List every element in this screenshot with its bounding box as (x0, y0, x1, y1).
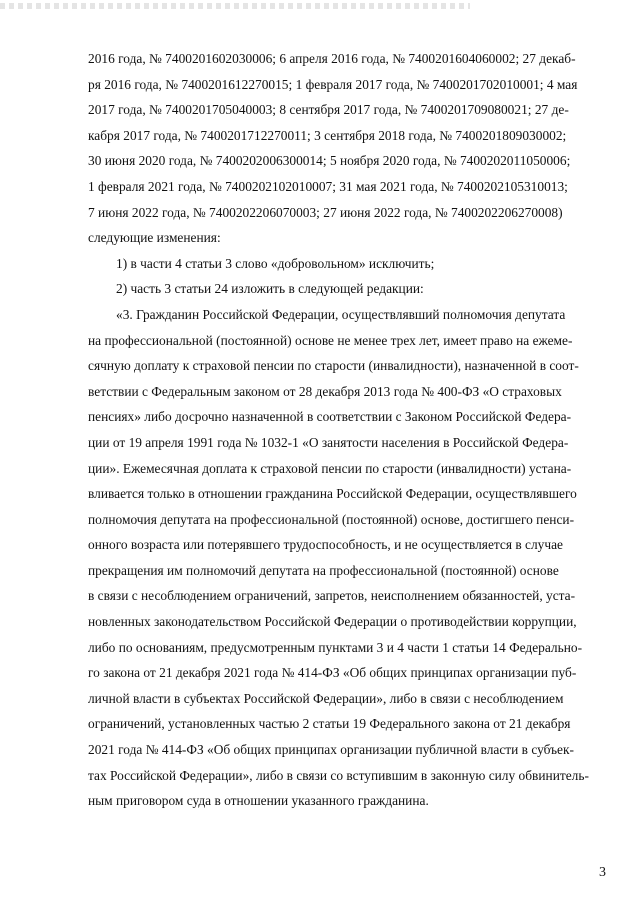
text-line: ря 2016 года, № 7400201612270015; 1 февраля 2017 года, № 7400201702010001; 4 мая (88, 76, 578, 92)
text-line: тах Российской Федерации», либо в связи со вступившим в законную силу обвинитель- (88, 767, 589, 783)
text-line: ограничений, установленных частью 2 статьи 19 Федерального закона от 21 декабря (88, 716, 571, 732)
text-line: 2017 года, № 7400201705040003; 8 сентября 2017 года, № 7400201709080021; 27 де- (88, 102, 569, 118)
text-line: «3. Гражданин Российской Федерации, осуществлявший полномочия депутата (116, 306, 566, 322)
text-line: ции». Ежемесячная доплата к страховой пенсии по старости (инвалидности) устана- (88, 460, 572, 476)
text-line: новленных законодательством Российской Федерации о противодействии коррупции, (88, 614, 577, 630)
text-line: кабря 2017 года, № 7400201712270011; 3 сентября 2018 года, № 7400201809030002; (88, 127, 567, 143)
text-line: 2016 года, № 7400201602030006; 6 апреля 2016 года, № 7400201604060002; 27 декаб- (88, 51, 576, 66)
text-line: на профессиональной (постоянной) основе не менее трех лет, имеет право на ежеме- (88, 332, 573, 348)
text-line: 2) часть 3 статьи 24 изложить в следующей редакции: (116, 281, 424, 297)
text-line: в связи с несоблюдением ограничений, запретов, неисполнением обязанностей, уста- (88, 588, 576, 604)
text-line: ветствии с Федеральным законом от 28 декабря 2013 года № 400-ФЗ «О страховых (88, 383, 562, 399)
text-line: 30 июня 2020 года, № 7400202006300014; 5 ноября 2020 года, № 7400202011050006; (88, 153, 571, 169)
text-line: прекращения им полномочий депутата на профессиональной (постоянной) основе (88, 562, 559, 578)
text-line: 1) в части 4 статьи 3 слово «добровольном» исключить; (116, 255, 435, 271)
text-line: либо по основаниям, предусмотренным пунктами 3 и 4 части 1 статьи 14 Федерально- (88, 639, 583, 655)
text-line: го закона от 21 декабря 2021 года № 414-ФЗ «Об общих принципах организации пуб- (88, 665, 577, 681)
text-line: 7 июня 2022 года, № 7400202206070003; 27 июня 2022 года, № 7400202206270008) (88, 204, 563, 220)
scan-artifact (0, 3, 470, 9)
text-line: онного возраста или потерявшего трудоспособность, и не осуществляется в случае (88, 537, 563, 553)
text-line: вливается только в отношении гражданина Российской Федерации, осуществлявшего (88, 486, 577, 502)
text-line: ции от 19 апреля 1991 года № 1032-1 «О занятости населения в Российской Федера- (88, 434, 569, 450)
text-line: ным приговором суда в отношении указанного гражданина. (88, 793, 429, 809)
text-line: личной власти в субъектах Российской Федерации», либо в связи с несоблюдением (88, 690, 564, 706)
text-line: полномочия депутата на профессиональной (постоянной) основе, достигшего пенси- (88, 511, 575, 527)
text-line: 2021 года № 414-ФЗ «Об общих принципах организации публичной власти в субъек- (88, 742, 574, 758)
page-number: 3 (599, 865, 606, 880)
text-line: 1 февраля 2021 года, № 7400202102010007; 31 мая 2021 года, № 7400202105310013; (88, 178, 568, 194)
text-line: пенсиях» либо досрочно назначенной в соответствии с Законом Российской Федера- (88, 409, 572, 425)
text-line: следующие изменения: (88, 230, 221, 246)
document-body (88, 46, 589, 814)
text-line: сячную доплату к страховой пенсии по старости (инвалидности), назначенной в соот- (88, 358, 579, 374)
